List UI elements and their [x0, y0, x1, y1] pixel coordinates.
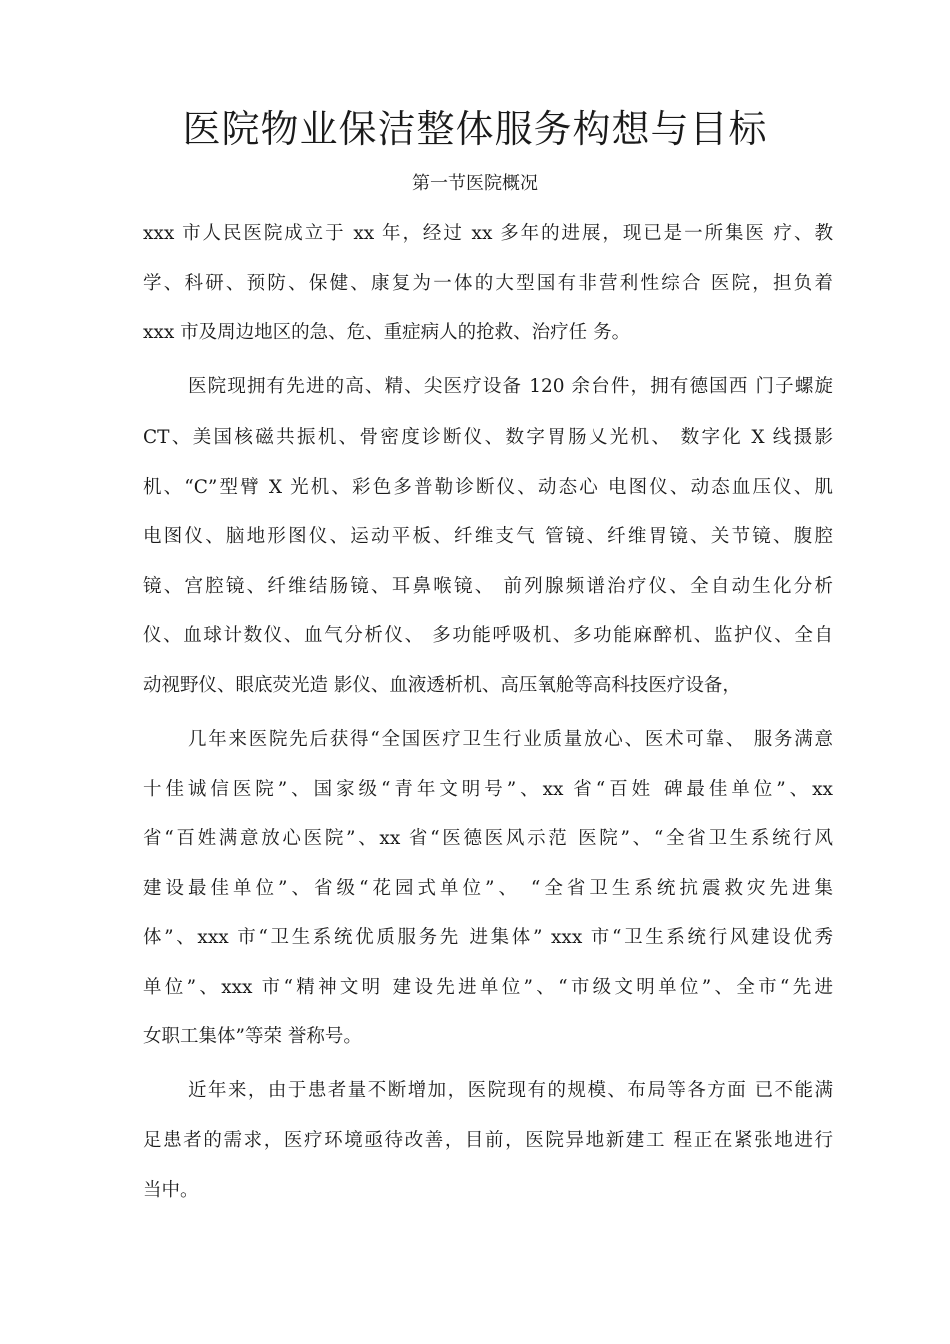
text-line: 机、“C”型臂 X 光机、彩色多普勒诊断仪、动态心 电图仪、动态血压仪、肌: [143, 477, 833, 498]
text-line: 足患者的需求，医疗环境亟待改善，目前，医院异地新建工 程正在紧张地进行: [143, 1130, 833, 1151]
text-line: 仪、血球计数仪、血气分析仪、 多功能呼吸机、多功能麻醉机、监护仪、全自: [143, 625, 833, 646]
text-line: 几年来医院先后获得“全国医疗卫生行业质量放心、医术可靠、 服务满意: [188, 729, 833, 750]
text-line: 单位”、xxx 市“精神文明 建设先进单位”、“市级文明单位”、全市“先进: [143, 977, 833, 998]
text-line: 医院现拥有先进的高、精、尖医疗设备 120 余台件，拥有德国西 门子螺旋: [188, 376, 833, 397]
section-heading: 第一节医院概况: [412, 173, 538, 194]
text-line: 十佳诚信医院”、国家级“青年文明号”、xx 省“百姓 碑最佳单位”、xx: [143, 779, 833, 800]
text-line: 建设最佳单位”、省级“花园式单位”、 “全省卫生系统抗震救灾先进集: [143, 878, 833, 899]
text-line: 女职工集体”等荣 誉称号。: [143, 1026, 362, 1047]
text-line: xxx 市及周边地区的急、危、重症病人的抢救、治疗任 务。: [143, 322, 631, 343]
text-line: 体”、xxx 市“卫生系统优质服务先 进集体” xxx 市“卫生系统行风建设优秀: [143, 927, 833, 948]
text-line: 动视野仪、眼底荧光造 影仪、血液透析机、高压氧舱等高科技医疗设备，: [143, 675, 741, 696]
document-title: 医院物业保洁整体服务构想与目标: [182, 107, 768, 151]
text-line: 省“百姓满意放心医院”、xx 省“医德医风示范 医院”、“全省卫生系统行风: [143, 828, 833, 849]
text-line: xxx 市人民医院成立于 xx 年，经过 xx 多年的进展，现已是一所集医 疗、教: [143, 223, 833, 244]
text-line: CT、美国核磁共振机、骨密度诊断仪、数字胃肠乂光机、 数字化 X 线摄影: [143, 427, 833, 448]
text-line: 近年来，由于患者量不断增加，医院现有的规模、布局等各方面 已不能满: [188, 1080, 833, 1101]
text-line: 电图仪、脑地形图仪、运动平板、纤维支气 管镜、纤维胃镜、关节镜、腹腔: [143, 526, 833, 547]
text-line: 镜、宫腔镜、纤维结肠镜、耳鼻喉镜、 前列腺频谱治疗仪、全自动生化分析: [143, 576, 833, 597]
text-line: 学、科研、预防、保健、康复为一体的大型国有非营利性综合 医院，担负着: [143, 273, 833, 294]
text-line: 当中。: [143, 1180, 199, 1201]
